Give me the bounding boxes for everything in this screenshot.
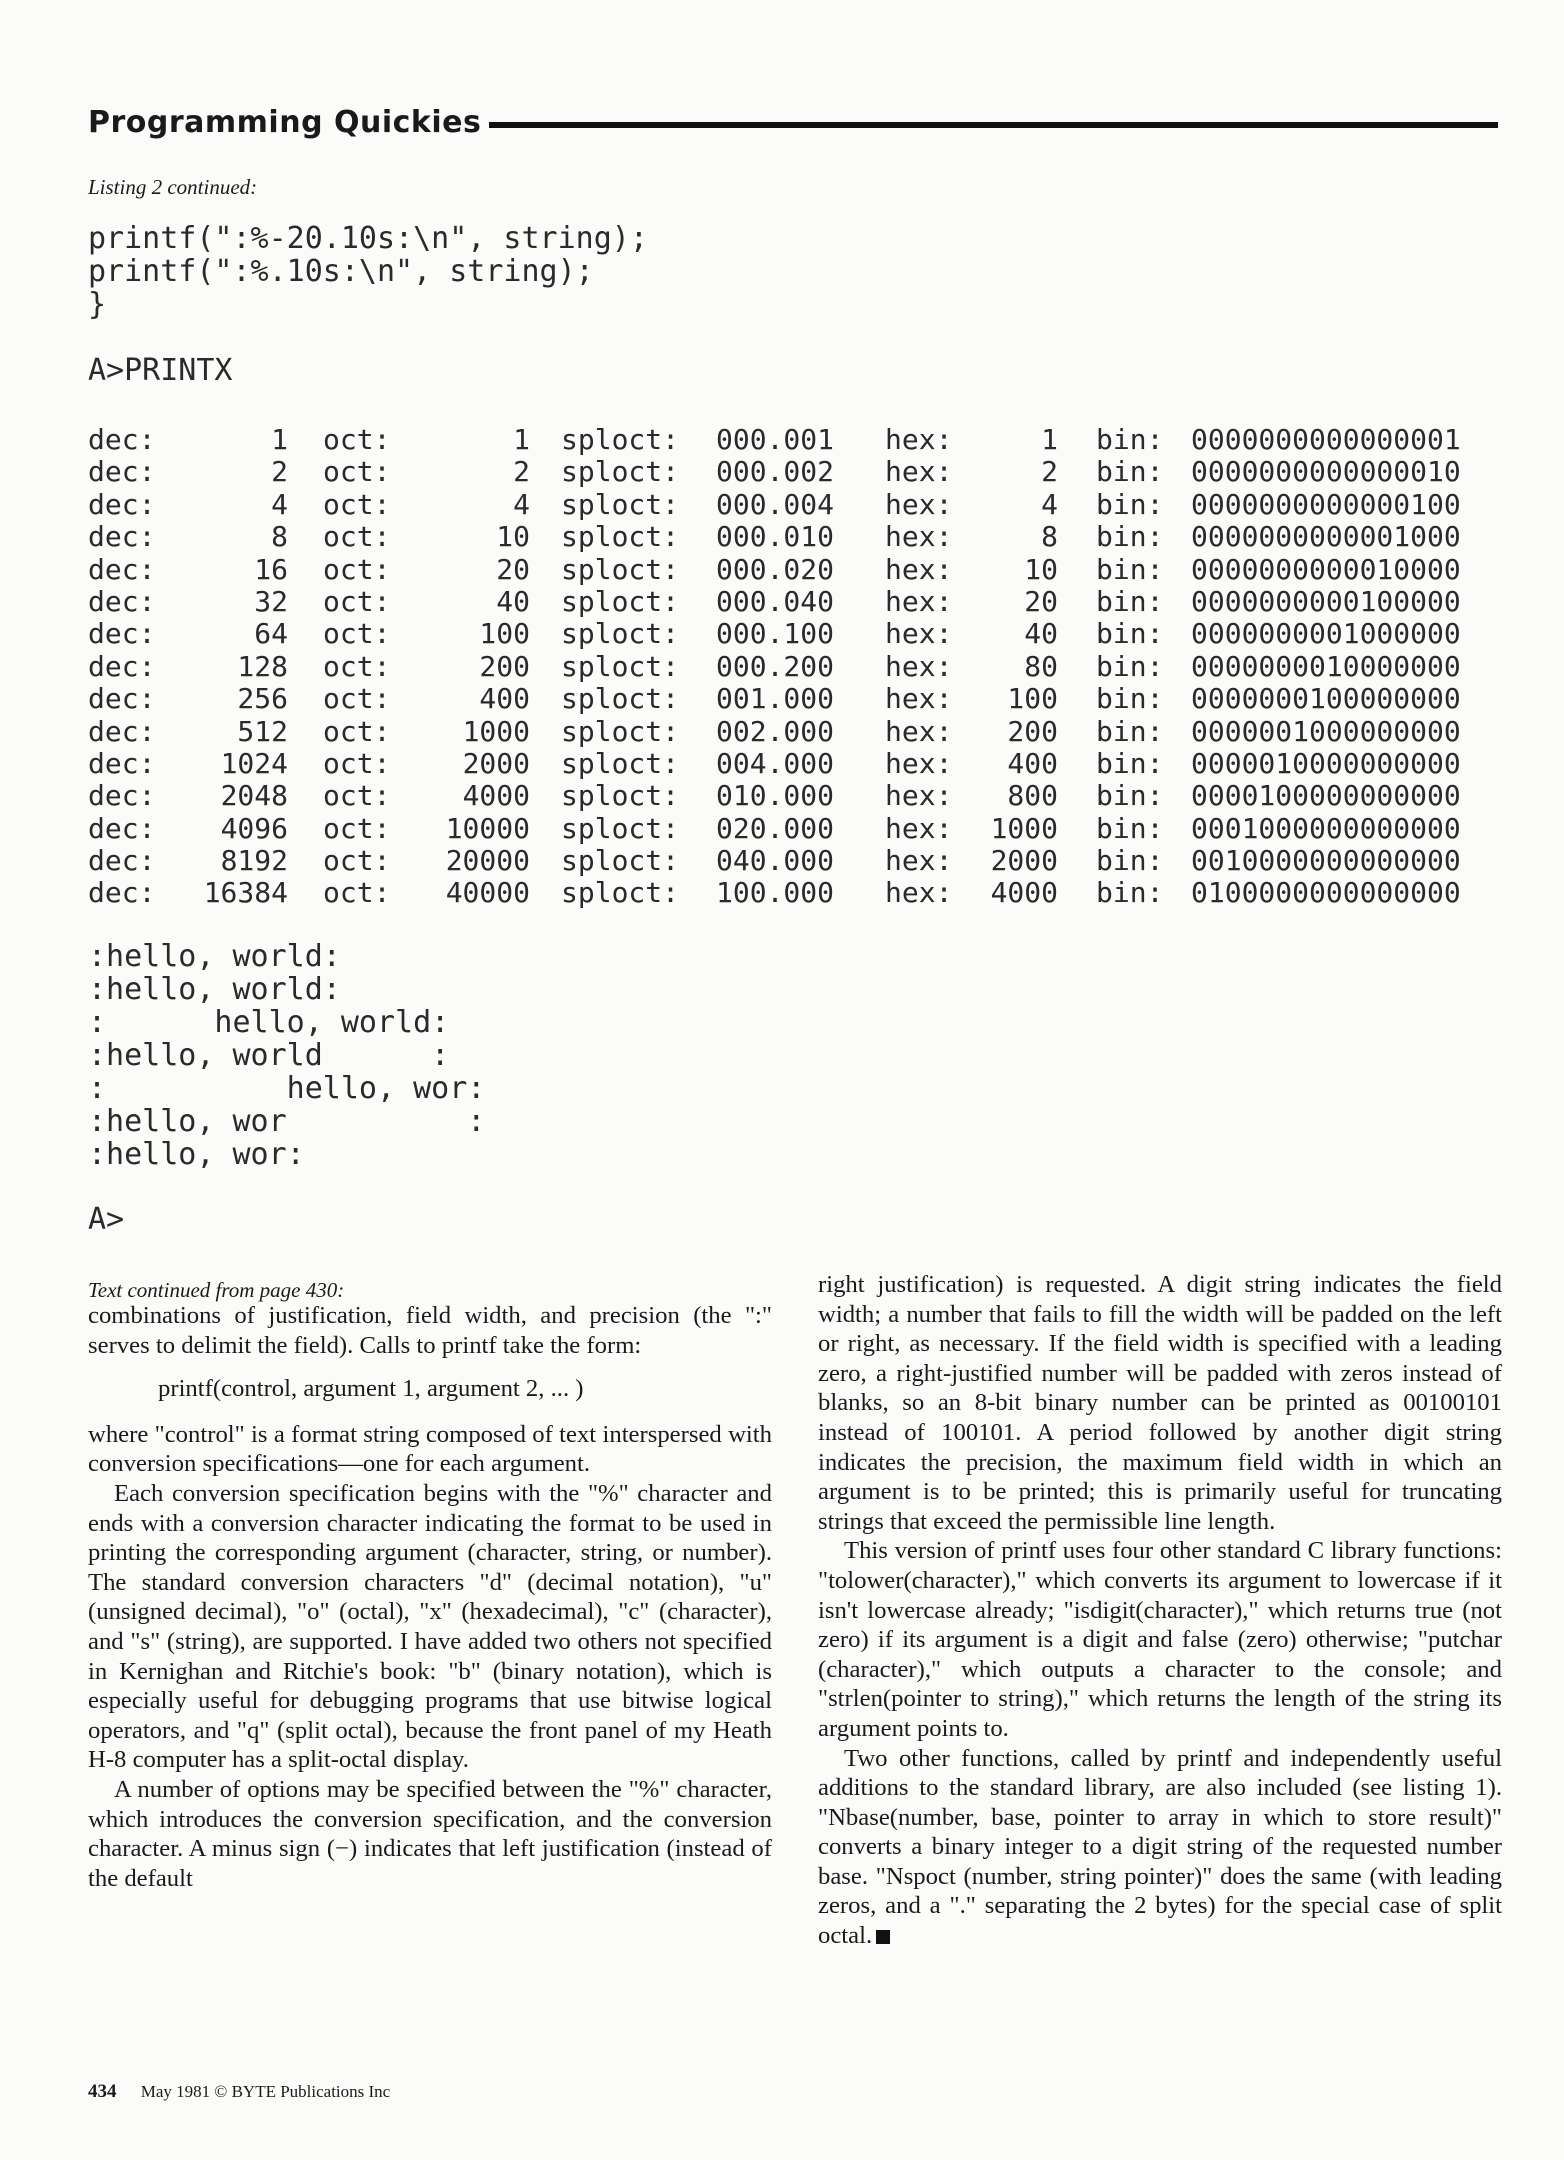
table-row xyxy=(88,553,1504,585)
paragraph-text: This version of printf uses four other standard C library functions: "tolower(character)," which converts its argument to lowercase if it isn't lowercase already; "isdigit(character)," which returns true (not zero) if its argument is a digit and false (zero) otherwise; "putchar (character)," which outputs a character to the console; and "strlen(pointer to string)," which returns the length of the string its argument points to. xyxy=(818,1537,1502,1742)
hex-value: 100 xyxy=(1007,682,1058,716)
text-continued-caption: Text continued from page 430: xyxy=(88,1278,345,1302)
dec-label: dec: xyxy=(88,876,156,910)
paragraph-text: A number of options may be specified between the "%" character, which introduces the conversion specification, and the conversion character. A minus sign (−) indicates that left justification (instead of the default xyxy=(88,1775,772,1892)
paragraph xyxy=(88,1479,772,1775)
paragraph xyxy=(818,1536,1502,1743)
table-row xyxy=(88,747,1504,779)
sploct-value: 000.010 xyxy=(716,520,835,554)
table-row xyxy=(88,585,1504,617)
bin-label: bin: xyxy=(1096,844,1164,878)
oct-label: oct: xyxy=(323,487,391,521)
table-row xyxy=(88,844,1504,876)
bin-value: 0000000001000000 xyxy=(1191,617,1461,651)
hex-value: 40 xyxy=(1024,617,1058,651)
dec-label: dec: xyxy=(88,714,156,748)
hello-line: :hello, world: xyxy=(88,939,341,974)
sploct-value: 000.001 xyxy=(716,423,835,456)
oct-value: 200 xyxy=(479,649,530,683)
bin-label: bin: xyxy=(1096,423,1164,456)
oct-label: oct: xyxy=(323,423,391,456)
hex-label: hex: xyxy=(885,584,953,618)
bin-label: bin: xyxy=(1096,649,1164,683)
sploct-value: 020.000 xyxy=(716,811,835,845)
dec-value: 4096 xyxy=(220,811,288,845)
oct-value: 100 xyxy=(479,617,530,651)
bin-label: bin: xyxy=(1096,682,1164,716)
bin-value: 0000000000001000 xyxy=(1191,520,1461,554)
hello-line: :hello, world : xyxy=(88,1038,450,1073)
dec-label: dec: xyxy=(88,617,156,651)
bin-label: bin: xyxy=(1096,714,1164,748)
sploct-label: sploct: xyxy=(561,714,680,748)
oct-label: oct: xyxy=(323,552,391,586)
sploct-value: 010.000 xyxy=(716,779,835,813)
code-line: printf(":%.10s:\n", string); xyxy=(88,254,594,289)
bin-value: 0000000000000100 xyxy=(1191,487,1461,521)
sploct-value: 000.040 xyxy=(716,584,835,618)
hex-label: hex: xyxy=(885,520,953,554)
oct-label: oct: xyxy=(323,714,391,748)
hex-label: hex: xyxy=(885,746,953,780)
bin-value: 0000000000000001 xyxy=(1191,423,1461,456)
table-row xyxy=(88,488,1504,520)
hex-value: 4 xyxy=(1041,487,1058,521)
oct-label: oct: xyxy=(323,682,391,716)
sploct-value: 002.000 xyxy=(716,714,835,748)
oct-value: 1 xyxy=(513,423,530,456)
code-example xyxy=(88,1374,772,1404)
dec-label: dec: xyxy=(88,649,156,683)
sploct-value: 000.020 xyxy=(716,552,835,586)
hex-value: 2 xyxy=(1041,455,1058,489)
oct-label: oct: xyxy=(323,844,391,878)
oct-label: oct: xyxy=(323,811,391,845)
hex-label: hex: xyxy=(885,552,953,586)
oct-value: 20000 xyxy=(445,844,530,878)
oct-value: 2000 xyxy=(462,746,530,780)
oct-value: 4 xyxy=(513,487,530,521)
hex-value: 400 xyxy=(1007,746,1058,780)
paragraph-text: printf(control, argument 1, argument 2, ... ) xyxy=(158,1375,584,1403)
oct-value: 40 xyxy=(496,584,530,618)
end-of-article-mark xyxy=(876,1930,890,1944)
sploct-label: sploct: xyxy=(561,520,680,554)
printx-output-table xyxy=(88,423,1504,909)
hex-value: 10 xyxy=(1024,552,1058,586)
hex-value: 1000 xyxy=(990,811,1058,845)
dec-value: 1024 xyxy=(220,746,288,780)
oct-value: 1000 xyxy=(462,714,530,748)
oct-label: oct: xyxy=(323,649,391,683)
dec-value: 128 xyxy=(237,649,288,683)
oct-value: 400 xyxy=(479,682,530,716)
bin-value: 0000000100000000 xyxy=(1191,682,1461,716)
paragraph xyxy=(818,1270,1502,1536)
hex-label: hex: xyxy=(885,682,953,716)
sploct-value: 000.200 xyxy=(716,649,835,683)
bin-label: bin: xyxy=(1096,487,1164,521)
page-footer xyxy=(88,2081,390,2103)
dec-value: 16384 xyxy=(203,876,288,910)
hello-world-output xyxy=(88,940,485,1171)
footer-text: May 1981 © BYTE Publications Inc xyxy=(140,2082,391,2101)
oct-label: oct: xyxy=(323,746,391,780)
paragraph-text: Two other functions, called by printf and independently useful additions to the standard library, are also included (see listing 1). "Nbase(number, base, pointer to array in which to store result)" converts a binary integer to a digit string of the requested number base. "Nspoct (number, string pointer)" does the same (with leading zeros, and a "." separating the 2 bytes) for the special case of split octal. xyxy=(818,1744,1502,1950)
bin-value: 0000000000010000 xyxy=(1191,552,1461,586)
dec-value: 2 xyxy=(271,455,288,489)
bin-value: 0001000000000000 xyxy=(1191,811,1461,845)
oct-value: 10 xyxy=(496,520,530,554)
paragraph xyxy=(88,1420,772,1479)
sploct-value: 000.004 xyxy=(716,487,835,521)
hello-line: :hello, world: xyxy=(88,972,341,1007)
bin-value: 0000001000000000 xyxy=(1191,714,1461,748)
hex-value: 200 xyxy=(1007,714,1058,748)
dec-label: dec: xyxy=(88,746,156,780)
bin-label: bin: xyxy=(1096,811,1164,845)
sploct-label: sploct: xyxy=(561,844,680,878)
dec-value: 8192 xyxy=(220,844,288,878)
dec-label: dec: xyxy=(88,844,156,878)
bin-label: bin: xyxy=(1096,617,1164,651)
hex-label: hex: xyxy=(885,649,953,683)
table-row xyxy=(88,715,1504,747)
oct-value: 40000 xyxy=(445,876,530,910)
hex-value: 8 xyxy=(1041,520,1058,554)
bin-value: 0000000000100000 xyxy=(1191,584,1461,618)
sploct-label: sploct: xyxy=(561,584,680,618)
sploct-value: 000.100 xyxy=(716,617,835,651)
sploct-label: sploct: xyxy=(561,682,680,716)
paragraph-text: combinations of justification, field width, and precision (the ":" serves to delimit the field). Calls to printf take the form: xyxy=(88,1302,772,1359)
bin-label: bin: xyxy=(1096,746,1164,780)
dec-value: 8 xyxy=(271,520,288,554)
paragraph xyxy=(818,1744,1502,1951)
table-row xyxy=(88,650,1504,682)
bin-label: bin: xyxy=(1096,584,1164,618)
table-row xyxy=(88,617,1504,649)
hex-label: hex: xyxy=(885,811,953,845)
sploct-value: 000.002 xyxy=(716,455,835,489)
hello-line: :hello, wor: xyxy=(88,1137,305,1172)
sploct-value: 100.000 xyxy=(716,876,835,910)
table-row xyxy=(88,423,1504,455)
sploct-label: sploct: xyxy=(561,649,680,683)
dec-value: 32 xyxy=(254,584,288,618)
code-line: A>PRINTX xyxy=(88,353,233,388)
bin-label: bin: xyxy=(1096,520,1164,554)
dec-label: dec: xyxy=(88,682,156,716)
dec-label: dec: xyxy=(88,455,156,489)
paragraph-text: Each conversion specification begins with the "%" character and ends with a conversion character indicating the format to be used in printing the corresponding argument (character, string, or number). The standard conversion characters "d" (decimal notation), "u" (unsigned decimal), "o" (octal), "x" (hexadecimal), "c" (character), and "s" (string), are supported. I have added two others not specified in Kernighan and Ritchie's book: "b" (binary notation), which is especially useful for debugging programs that use bitwise logical operators, and "q" (split octal), because the front panel of my Heath H-8 computer has a split-octal display. xyxy=(88,1479,772,1774)
hex-label: hex: xyxy=(885,423,953,456)
hex-value: 20 xyxy=(1024,584,1058,618)
oct-value: 20 xyxy=(496,552,530,586)
bin-label: bin: xyxy=(1096,455,1164,489)
hex-label: hex: xyxy=(885,487,953,521)
sploct-label: sploct: xyxy=(561,617,680,651)
hex-label: hex: xyxy=(885,779,953,813)
oct-value: 10000 xyxy=(445,811,530,845)
table-row xyxy=(88,876,1504,908)
bin-value: 0000100000000000 xyxy=(1191,779,1461,813)
listing-caption: Listing 2 continued: xyxy=(88,175,258,199)
sploct-label: sploct: xyxy=(561,552,680,586)
hex-label: hex: xyxy=(885,714,953,748)
dec-label: dec: xyxy=(88,811,156,845)
bin-value: 0000010000000000 xyxy=(1191,746,1461,780)
dec-value: 256 xyxy=(237,682,288,716)
bin-label: bin: xyxy=(1096,552,1164,586)
hex-value: 4000 xyxy=(990,876,1058,910)
oct-value: 4000 xyxy=(462,779,530,813)
dec-value: 64 xyxy=(254,617,288,651)
article-left-column xyxy=(88,1301,772,1893)
code-line xyxy=(88,321,648,354)
command-prompt: A> xyxy=(88,1202,125,1237)
article-right-column xyxy=(818,1270,1502,1951)
sploct-label: sploct: xyxy=(561,423,680,456)
oct-label: oct: xyxy=(323,520,391,554)
bin-label: bin: xyxy=(1096,876,1164,910)
oct-label: oct: xyxy=(323,617,391,651)
hex-value: 2000 xyxy=(990,844,1058,878)
sploct-label: sploct: xyxy=(561,876,680,910)
dec-value: 4 xyxy=(271,487,288,521)
dec-value: 16 xyxy=(254,552,288,586)
table-row xyxy=(88,779,1504,811)
sploct-label: sploct: xyxy=(561,455,680,489)
paragraph-text: where "control" is a format string composed of text interspersed with conversion specifications—one for each argument. xyxy=(88,1420,772,1478)
sploct-label: sploct: xyxy=(561,487,680,521)
hex-label: hex: xyxy=(885,455,953,489)
paragraph xyxy=(88,1775,772,1893)
bin-label: bin: xyxy=(1096,779,1164,813)
sploct-value: 004.000 xyxy=(716,746,835,780)
hex-value: 80 xyxy=(1024,649,1058,683)
bin-value: 0100000000000000 xyxy=(1191,876,1461,910)
code-listing xyxy=(88,222,648,387)
header-rule xyxy=(489,122,1498,128)
page-header xyxy=(88,104,1498,140)
hex-value: 800 xyxy=(1007,779,1058,813)
table-row xyxy=(88,812,1504,844)
page-number: 434 xyxy=(88,2081,117,2102)
code-line: } xyxy=(88,287,107,322)
oct-label: oct: xyxy=(323,779,391,813)
dec-value: 1 xyxy=(271,423,288,456)
bin-value: 0010000000000000 xyxy=(1191,844,1461,878)
bin-value: 0000000010000000 xyxy=(1191,649,1461,683)
sploct-label: sploct: xyxy=(561,746,680,780)
hello-line: : hello, wor: xyxy=(88,1071,486,1106)
dec-label: dec: xyxy=(88,423,156,456)
sploct-label: sploct: xyxy=(561,811,680,845)
bin-value: 0000000000000010 xyxy=(1191,455,1461,489)
oct-label: oct: xyxy=(323,455,391,489)
oct-value: 2 xyxy=(513,455,530,489)
hex-label: hex: xyxy=(885,844,953,878)
dec-label: dec: xyxy=(88,552,156,586)
dec-value: 512 xyxy=(237,714,288,748)
paragraph-text: right justification) is requested. A digit string indicates the field width; a number that fails to fill the width will be padded on the left or right, as necessary. If the field width is specified with a leading zero, a right-justified number will be padded with zeros instead of blanks, so an 8-bit binary number can be printed as 00100101 instead of 100101. A period followed by another digit string indicates the precision, the maximum field width in which an argument is to be printed; this is primarily useful for truncating strings that exceed the permissible line length. xyxy=(818,1271,1502,1535)
sploct-value: 001.000 xyxy=(716,682,835,716)
oct-label: oct: xyxy=(323,584,391,618)
dec-label: dec: xyxy=(88,779,156,813)
code-line: printf(":%-20.10s:\n", string); xyxy=(88,221,648,256)
sploct-label: sploct: xyxy=(561,779,680,813)
paragraph xyxy=(88,1301,772,1360)
hello-line: :hello, wor : xyxy=(88,1104,486,1139)
dec-label: dec: xyxy=(88,584,156,618)
sploct-value: 040.000 xyxy=(716,844,835,878)
oct-label: oct: xyxy=(323,876,391,910)
table-row xyxy=(88,520,1504,552)
dec-value: 2048 xyxy=(220,779,288,813)
table-row xyxy=(88,455,1504,487)
hex-value: 1 xyxy=(1041,423,1058,456)
dec-label: dec: xyxy=(88,487,156,521)
hello-line: : hello, world: xyxy=(88,1005,450,1040)
hex-label: hex: xyxy=(885,876,953,910)
dec-label: dec: xyxy=(88,520,156,554)
hex-label: hex: xyxy=(885,617,953,651)
table-row xyxy=(88,682,1504,714)
section-title: Programming Quickies xyxy=(88,104,482,140)
